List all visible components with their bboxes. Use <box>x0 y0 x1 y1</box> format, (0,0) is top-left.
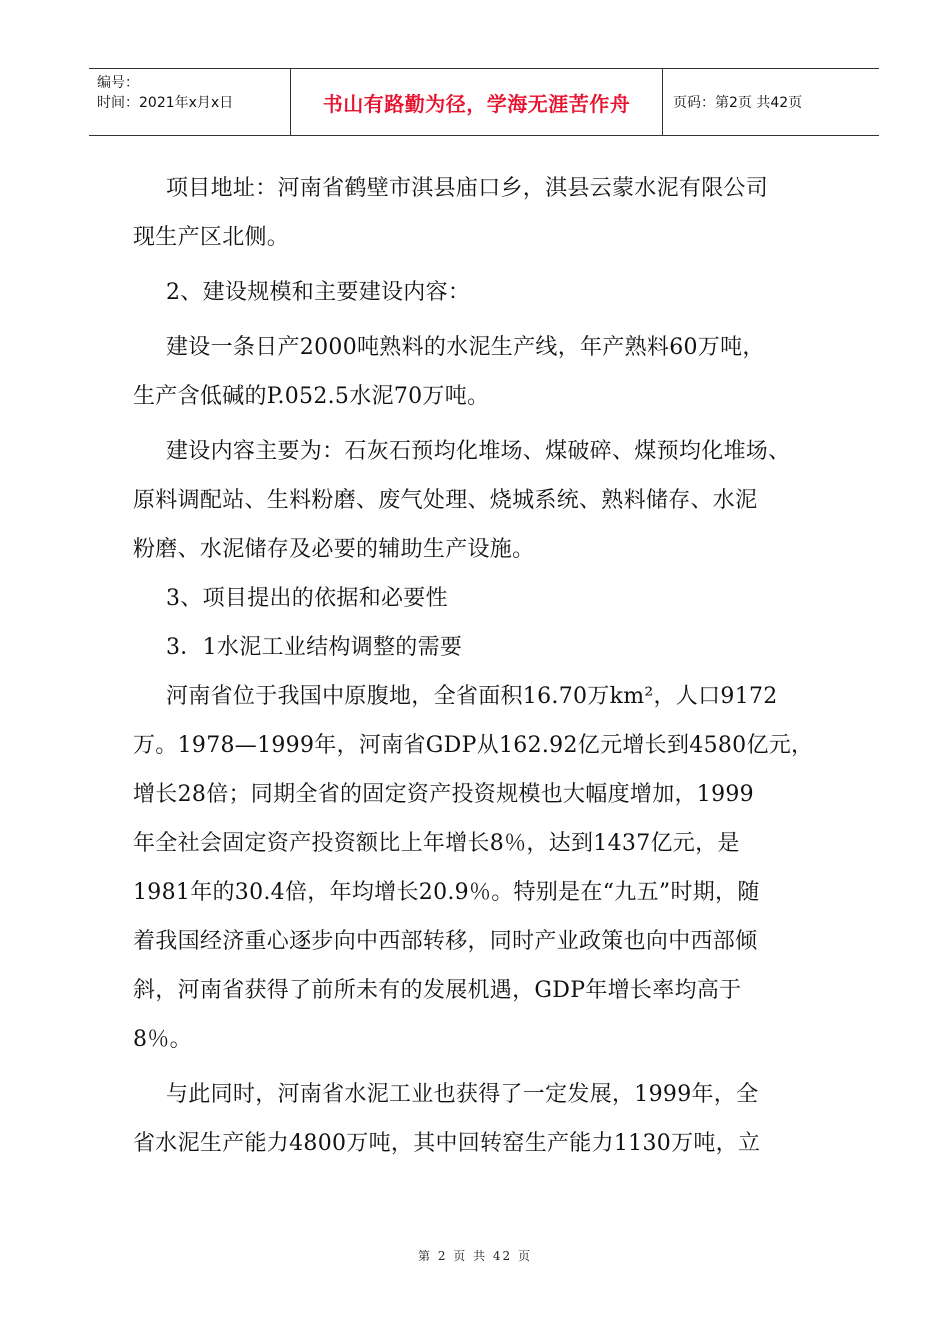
body-line: 建设内容主要为：石灰石预均化堆场、煤破碎、煤预均化堆场、 <box>166 439 791 464</box>
header-meta <box>89 69 291 135</box>
section-heading: 3、项目提出的依据和必要性 <box>166 586 448 611</box>
body-line: 现生产区北侧。 <box>133 225 290 250</box>
document-time-label: 时间：2021年x月x日 <box>97 95 234 111</box>
section-heading: 2、建设规模和主要建设内容： <box>166 280 471 305</box>
page-footer: 第 2 页 共 42 页 <box>418 1249 532 1263</box>
body-line: 省水泥生产能力4800万吨，其中回转窑生产能力1130万吨，立 <box>133 1131 761 1156</box>
header-page-info: 页码：第2页 共42页 <box>673 95 803 111</box>
body-line: 与此同时，河南省水泥工业也获得了一定发展，1999年，全 <box>166 1082 759 1107</box>
body-line: 增长28倍；同期全省的固定资产投资规模也大幅度增加，1999 <box>133 782 754 807</box>
body-line: 粉磨、水泥储存及必要的辅助生产设施。 <box>133 537 535 562</box>
body-line: 1981年的30.4倍，年均增长20.9％。特别是在“九五”时期，随 <box>133 880 760 905</box>
page-header <box>89 68 879 136</box>
body-line: 河南省位于我国中原腹地，全省面积16.70万km²，人口9172 <box>166 684 778 709</box>
body-line: 着我国经济重心逐步向中西部转移，同时产业政策也向中西部倾 <box>133 929 758 954</box>
subsection-heading: 3．1水泥工业结构调整的需要 <box>166 635 463 660</box>
document-number-label: 编号： <box>97 75 139 91</box>
body-line: 8％。 <box>133 1027 192 1052</box>
body-line: 万。1978—1999年，河南省GDP从162.92亿元增长到4580亿元， <box>133 733 814 758</box>
header-motto: 书山有路勤为径，学海无涯苦作舟 <box>291 69 663 135</box>
document-body <box>133 164 843 1168</box>
body-line: 年全社会固定资产投资额比上年增长8％，达到1437亿元，是 <box>133 831 740 856</box>
body-line: 原料调配站、生料粉磨、废气处理、烧城系统、熟料储存、水泥 <box>133 488 758 513</box>
body-line: 项目地址：河南省鹤壁市淇县庙口乡，淇县云蒙水泥有限公司 <box>166 176 769 201</box>
body-line: 建设一条日产2000吨熟料的水泥生产线，年产熟料60万吨， <box>166 335 765 360</box>
body-line: 生产含低碱的P.052.5水泥70万吨。 <box>133 384 490 409</box>
body-line: 斜，河南省获得了前所未有的发展机遇，GDP年增长率均高于 <box>133 978 742 1003</box>
